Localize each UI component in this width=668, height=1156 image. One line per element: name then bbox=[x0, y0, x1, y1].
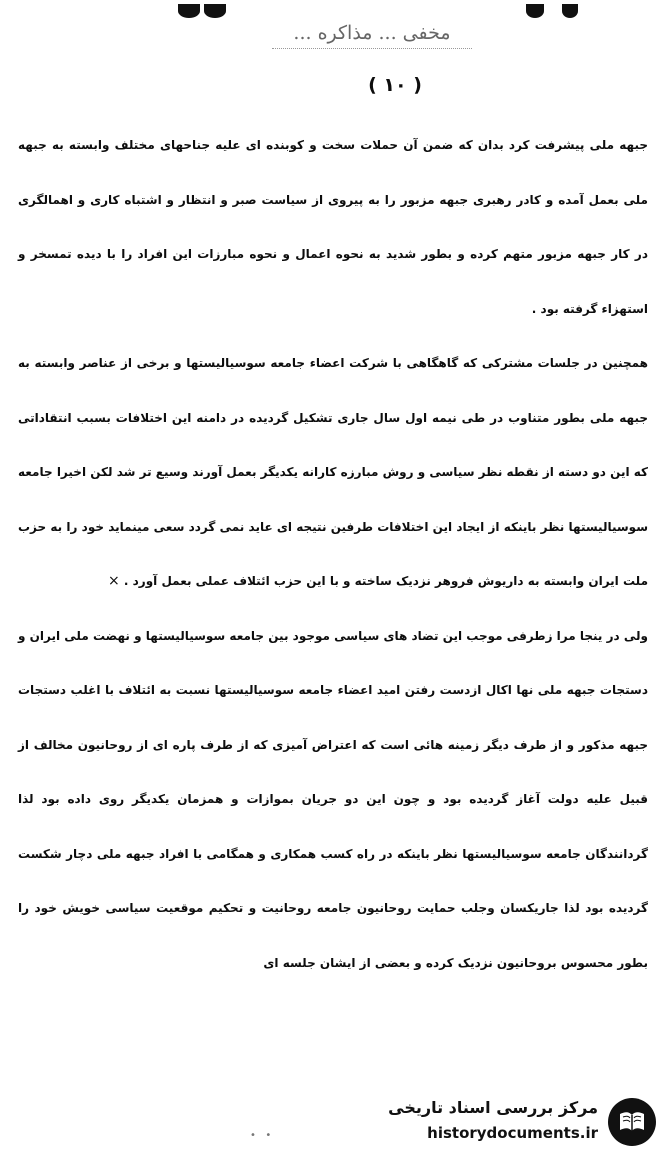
paragraph bbox=[18, 336, 648, 609]
page-number: ( ۱۰ ) bbox=[368, 74, 422, 96]
handwritten-note: مخفی ... مذاکره ... bbox=[272, 22, 472, 49]
document-body bbox=[18, 118, 648, 990]
annotation-mark: × bbox=[107, 573, 120, 589]
watermark-url: historydocuments.ir bbox=[427, 1124, 598, 1142]
watermark-logo bbox=[372, 1092, 664, 1152]
ink-blot bbox=[562, 4, 578, 18]
scan-dots: • • bbox=[250, 1130, 272, 1141]
ink-blot bbox=[204, 4, 226, 18]
paragraph: جبهه ملی پیشرفت کرد بدان که ضمن آن حملات سخت و کوبنده ای علیه جناحهای مختلف وابسته به جبهه ملی بعمل آمده و کادر رهبری جبهه مزبور را به پیروی از سیاست صبر و انتظار و اشتباه کاری و اهمالگری در کار جبهه مزبور متهم کرده و بطور شدید به نحوه اعمال و نحوه مبارزات این افراد را با دیده تمسخر و استهزاء گرفته بود . bbox=[18, 138, 648, 316]
paragraph-text: همچنین در جلسات مشترکی که گاهگاهی با شرکت اعضاء جامعه سوسیالیستها و برخی از عناصر وابسته به جبهه ملی بطور متناوب در طی نیمه اول سال جاری تشکیل گردیده در دامنه این اختلافات بسبب انتقاداتی که این دو دسته از نقطه نظر سیاسی و روش مبارزه کارانه یکدیگر بعمل آورند وسیع تر شد لکن اخیرا جامعه سوسیالیستها نظر باینکه از ایجاد این اختلافات طرفین نتیجه ای عاید نمی گردد سعی مینماید خود را به حزب ملت ایران وابسته به داریوش فروهر نزدیک ساخته و با این حزب ائتلاف عملی بعمل آورد . bbox=[18, 356, 648, 588]
watermark-title: مرکز بررسی اسناد تاریخی bbox=[388, 1098, 598, 1117]
ink-blot bbox=[178, 4, 200, 18]
ink-blot bbox=[526, 4, 544, 18]
paragraph: ولی در ینجا مرا زطرفی موجب این تضاد های سیاسی موجود بین جامعه سوسیالیستها و نهضت ملی ایران و دستجات جبهه ملی نها اکال ازدست رفتن امید اعضاء جامعه سوسیالیستها نسبت به ائتلاف با اغلب دستجات جبهه مذکور و از طرف دیگر زمینه هائی است که اعتراض آمیزی که از طرف پاره ای از روحانیون مخالف از قبیل علیه دولت آغاز گردیده بود و چون این دو جریان بموازات و همزمان یکدیگر روی داده بود لذا گردانندگان جامعه سوسیالیستها نظر باینکه در راه کسب همکاری و همگامی با افراد جبهه ملی دچار شکست گردیده بود لذا جاریکسان وجلب حمایت روحانیون جامعه روحانیت و تحکیم موقعیت سیاسی خویش خود را بطور محسوس بروحانیون نزدیک کرده و بعضی از ایشان جلسه ای bbox=[18, 628, 648, 970]
open-book-icon bbox=[606, 1096, 658, 1148]
